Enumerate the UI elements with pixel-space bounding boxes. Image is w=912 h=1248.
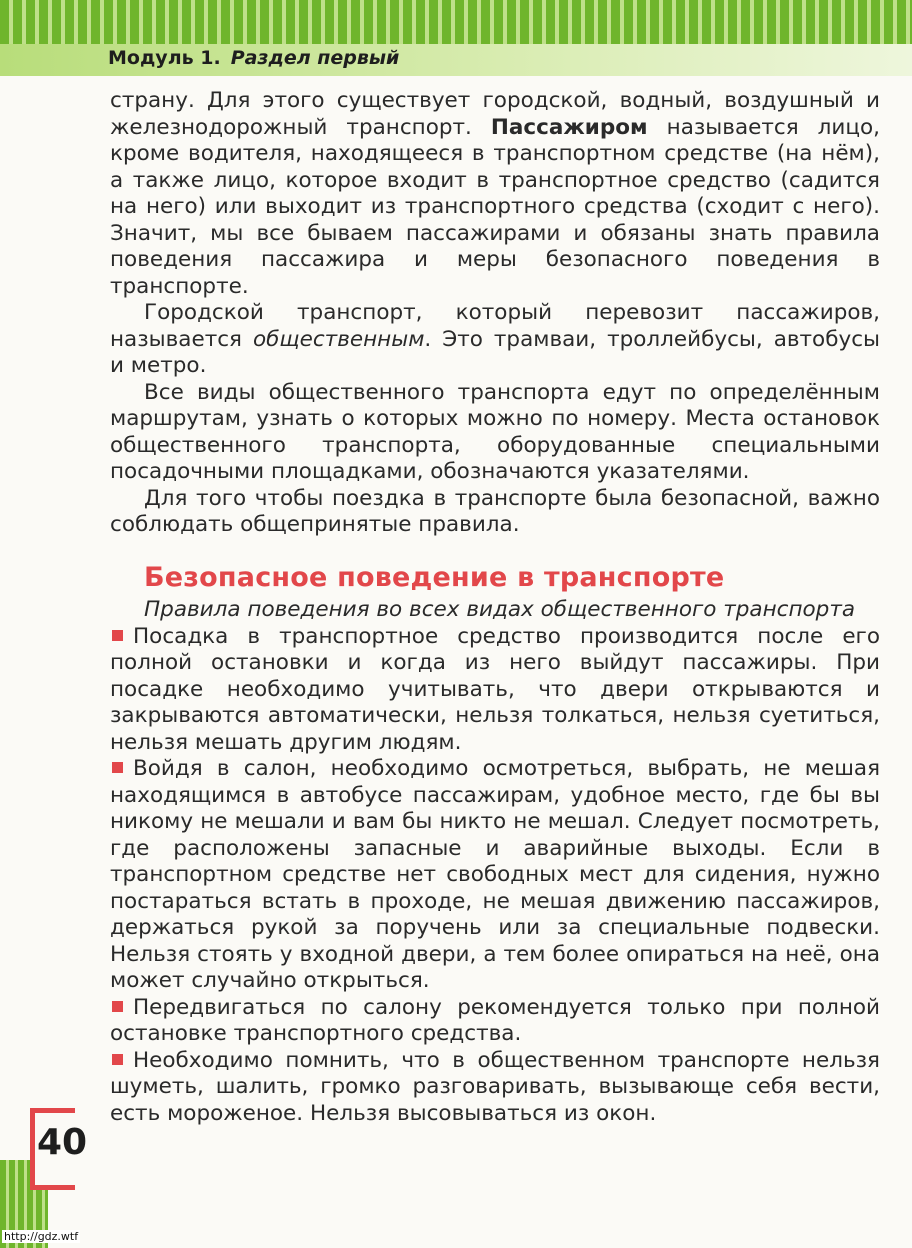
red-square-bullet-icon (112, 630, 123, 641)
page-body (110, 88, 880, 1127)
rule-item: Необходимо помнить, что в общественном транспорте нельзя шуметь, шалить, громко разговаривать, вызывающе себя вести, есть мороженое. Нельзя высовываться из окон. (110, 1047, 880, 1126)
section-label: Раздел первый (230, 47, 400, 69)
rule-item: Посадка в транспортное средство производится после его полной остановки и когда из него выйдут пассажиры. При посадке необходимо учитывать, что двери открываются и закрываются автоматически, нельзя толкаться, нельзя суетиться, нельзя мешать другим людям. (110, 623, 880, 755)
term-passenger: Пассажиром (490, 114, 648, 140)
section-title: Безопасное поведение в транспорте (144, 561, 725, 593)
paragraph-2: Городской транспорт, который перевозит пассажиров, называется общественным. Это трамваи, троллейбусы, автобусы и метро. (110, 300, 880, 378)
page-number: 40 (37, 1122, 88, 1163)
red-square-bullet-icon (112, 1054, 123, 1065)
rule-item: Передвигаться по салону рекомендуется только при полной остановке транспортного средства. (110, 994, 880, 1046)
rule-item: Войдя в салон, необходимо осмотреться, выбрать, не мешая находящимся в автобусе пассажирам, удобное место, где бы вы никому не мешали и вам бы никто не мешал. Следует посмотреть, где расположены запасные и аварийные выходы. Если в транспортном средстве нет свободных мест для сидения, нужно постараться встать в проходе, не мешая движению пассажиров, держаться рукой за поручень или за специальные подвески. Нельзя стоять у входной двери, а тем более опираться на неё, она может случайно открыться. (110, 756, 880, 993)
paragraph-3: Все виды общественного транспорта едут по определённым маршрутам, узнать о которых можно по номеру. Места остановок общественного транспорта, оборудованные специальными посадочными площадками, обозначаются указателями. (110, 379, 880, 484)
paragraph-4: Для того чтобы поездка в транспорте была безопасной, важно соблюдать общепринятые правила. (110, 485, 880, 537)
red-square-bullet-icon (112, 762, 123, 773)
term-public: общественным (252, 326, 425, 352)
rules-subtitle: Правила поведения во всех видах общественного транспорта (144, 597, 856, 622)
module-label: Модуль 1. (108, 47, 221, 69)
watermark: http://gdz.wtf (4, 1230, 79, 1243)
paragraph-1: страну. Для этого существует городской, водный, воздушный и железнодорожный транспорт. Пассажиром называется лицо, кроме водителя, находящееся в транспортном средстве (на нём), а также лицо, которое входит в транспортное средство (садится на него) или выходит из транспортного средства (сходит с него). Значит, мы все бываем пассажирами и обязаны знать правила поведения пассажира и меры безопасного поведения в транспорте. (110, 88, 880, 299)
top-decorative-stripes (0, 0, 912, 44)
red-square-bullet-icon (112, 1001, 123, 1012)
running-header (108, 47, 399, 69)
